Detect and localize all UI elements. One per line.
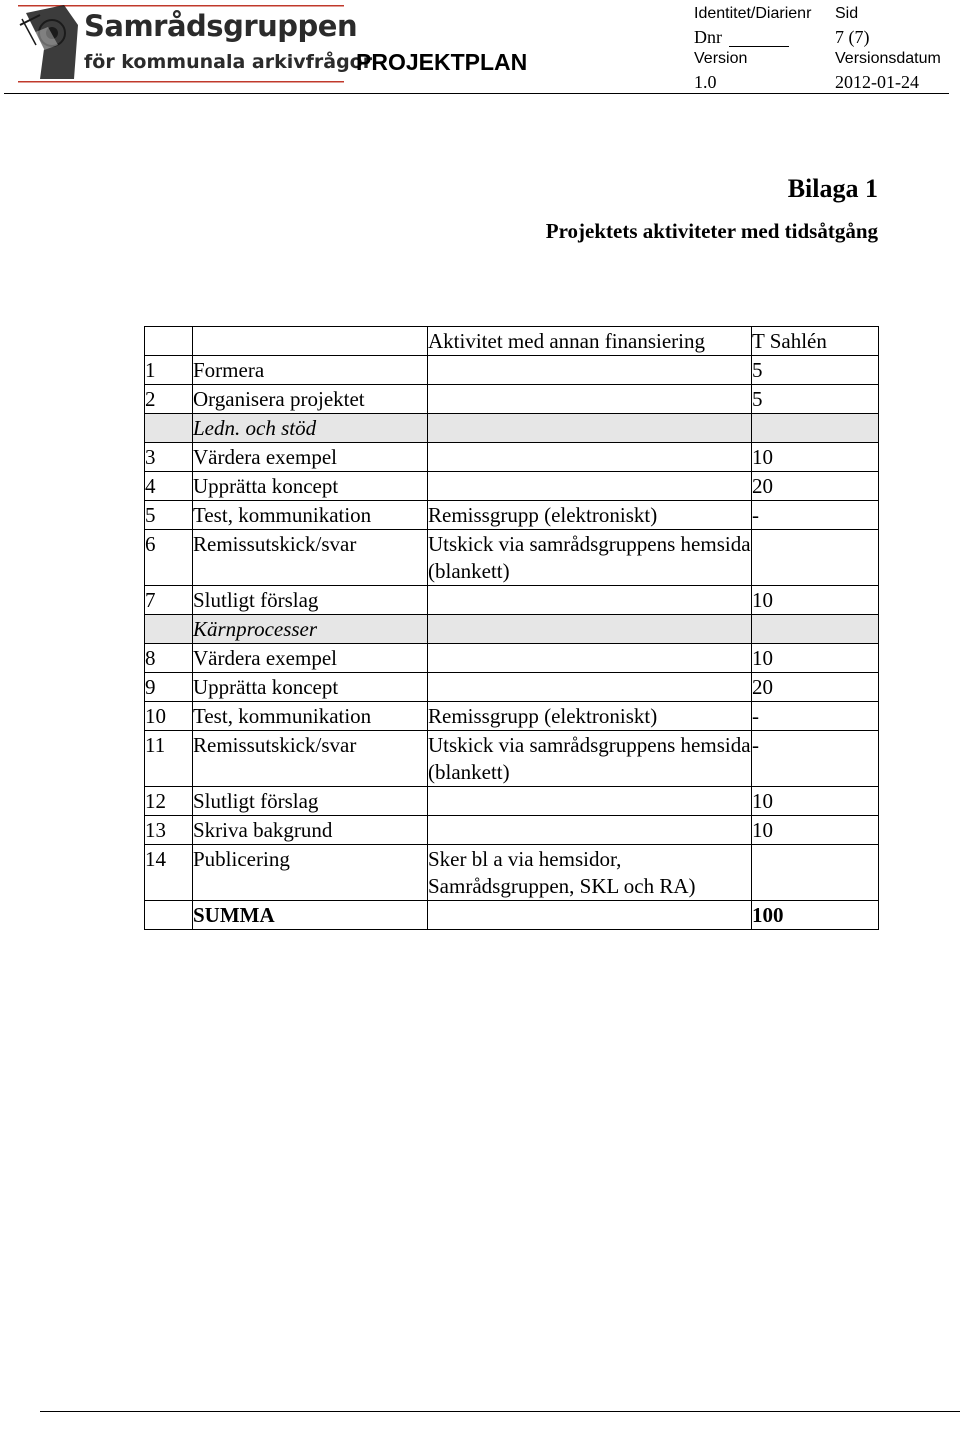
hours-value: 5 [752, 385, 879, 414]
table-row [145, 644, 879, 673]
activity-name: Kärnprocesser [193, 615, 428, 644]
hours-value: 5 [752, 356, 879, 385]
sum-num-cell [145, 901, 193, 930]
row-number: 14 [145, 845, 193, 901]
financing-note: Utskick via samrådsgruppens hemsida (blankett) [428, 731, 752, 787]
footer-divider [40, 1411, 960, 1412]
row-number: 4 [145, 472, 193, 501]
row-number: 6 [145, 530, 193, 586]
versionsdatum-label: Versionsdatum [835, 50, 941, 67]
activity-name: Upprätta koncept [193, 472, 428, 501]
sum-value: 100 [752, 901, 879, 930]
hours-value [752, 615, 879, 644]
activity-name: Remissutskick/svar [193, 530, 428, 586]
financing-note: Remissgrupp (elektroniskt) [428, 501, 752, 530]
org-name-line2: för kommunala arkivfrågor [84, 51, 373, 73]
row-number: 8 [145, 644, 193, 673]
activities-table [144, 326, 879, 930]
financing-note: Remissgrupp (elektroniskt) [428, 702, 752, 731]
row-number: 11 [145, 731, 193, 787]
financing-note [428, 472, 752, 501]
row-number: 10 [145, 702, 193, 731]
table-row [145, 816, 879, 845]
identitet-label: Identitet/Diarienr [694, 5, 812, 22]
table-row [145, 702, 879, 731]
hours-value: - [752, 501, 879, 530]
row-number: 2 [145, 385, 193, 414]
activity-name: Ledn. och stöd [193, 414, 428, 443]
activity-name: Formera [193, 356, 428, 385]
hours-value [752, 530, 879, 586]
version-value: 1.0 [694, 72, 717, 92]
table-row [145, 385, 879, 414]
row-number: 13 [145, 816, 193, 845]
table-row [145, 356, 879, 385]
document-type: PROJEKTPLAN [356, 49, 528, 75]
activity-name: Skriva bakgrund [193, 816, 428, 845]
header-name-cell [193, 327, 428, 356]
financing-note [428, 414, 752, 443]
hours-value: 20 [752, 472, 879, 501]
hours-value [752, 414, 879, 443]
table-header-row [145, 327, 879, 356]
row-number [145, 615, 193, 644]
appendix-title: Bilaga 1 [787, 174, 878, 203]
sid-label: Sid [835, 5, 859, 22]
header-divider [4, 93, 949, 94]
activity-name: Upprätta koncept [193, 673, 428, 702]
header-num-cell [145, 327, 193, 356]
activity-name: Värdera exempel [193, 644, 428, 673]
hours-value: - [752, 731, 879, 787]
row-number: 5 [145, 501, 193, 530]
row-number: 1 [145, 356, 193, 385]
activity-name: Remissutskick/svar [193, 731, 428, 787]
dnr-label: Dnr [694, 27, 722, 47]
financing-note [428, 356, 752, 385]
activity-name: Värdera exempel [193, 443, 428, 472]
hours-value: 10 [752, 443, 879, 472]
row-number: 12 [145, 787, 193, 816]
header-person: T Sahlén [752, 327, 879, 356]
financing-note: Sker bl a via hemsidor, Samrådsgruppen, SKL och RA) [428, 845, 752, 901]
row-number: 7 [145, 586, 193, 615]
sum-row [145, 901, 879, 930]
activity-name: Organisera projektet [193, 385, 428, 414]
financing-note: Utskick via samrådsgruppens hemsida (blankett) [428, 530, 752, 586]
table-row [145, 472, 879, 501]
hours-value: 10 [752, 816, 879, 845]
org-name-line1: Samrådsgruppen [84, 9, 358, 43]
table-row [145, 845, 879, 901]
table-row [145, 443, 879, 472]
activity-name: Test, kommunikation [193, 702, 428, 731]
activity-name: Test, kommunikation [193, 501, 428, 530]
row-number: 3 [145, 443, 193, 472]
row-number: 9 [145, 673, 193, 702]
section-row [145, 615, 879, 644]
section-row [145, 414, 879, 443]
table-row [145, 787, 879, 816]
sum-fin-cell [428, 901, 752, 930]
version-label: Version [694, 50, 748, 67]
table-row [145, 586, 879, 615]
activity-name: Slutligt förslag [193, 787, 428, 816]
hours-value: 20 [752, 673, 879, 702]
hours-value: 10 [752, 586, 879, 615]
sum-label: SUMMA [193, 901, 428, 930]
financing-note [428, 816, 752, 845]
table-row [145, 530, 879, 586]
row-number [145, 414, 193, 443]
financing-note [428, 644, 752, 673]
table-row [145, 673, 879, 702]
hours-value: 10 [752, 787, 879, 816]
financing-note [428, 586, 752, 615]
financing-note [428, 443, 752, 472]
financing-note [428, 385, 752, 414]
hours-value: - [752, 702, 879, 731]
sid-value: 7 (7) [835, 27, 870, 47]
activity-name: Slutligt förslag [193, 586, 428, 615]
dnr-blank-line [729, 46, 789, 47]
versionsdatum-value: 2012-01-24 [835, 72, 919, 92]
table-row [145, 501, 879, 530]
financing-note [428, 673, 752, 702]
financing-note [428, 615, 752, 644]
appendix-subtitle: Projektets aktiviteter med tidsåtgång [545, 219, 878, 243]
activity-name: Publicering [193, 845, 428, 901]
hours-value [752, 845, 879, 901]
financing-note [428, 787, 752, 816]
header-financing: Aktivitet med annan finansiering [428, 327, 752, 356]
hours-value: 10 [752, 644, 879, 673]
table-row [145, 731, 879, 787]
organization-logo [18, 5, 373, 85]
